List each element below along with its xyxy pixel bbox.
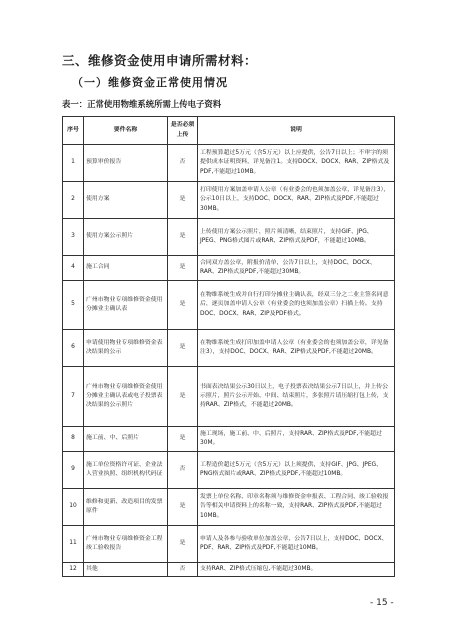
row-name: 其他 <box>84 563 168 577</box>
row-name: 申请使用物业专项维修资金表决结果的公示 <box>84 330 168 367</box>
table-row <box>63 526 395 563</box>
table-row <box>63 563 395 577</box>
row-name: 预算审价报告 <box>84 145 168 182</box>
row-name: 施工前、中、后照片 <box>84 427 168 452</box>
row-desc: 在物维系统生成打印加盖申请人公章（有业委会的也须加盖公章，详见备注3），支持DOC、DOCX、RAR、ZIP格式及PDF,不能超过20MB。 <box>198 330 395 367</box>
table-row <box>63 452 395 489</box>
table-row <box>63 330 395 367</box>
header-no: 序号 <box>63 117 84 145</box>
row-required: 否 <box>168 145 198 182</box>
row-no: 6 <box>63 330 84 367</box>
row-desc: 合同双方盖公章，附报价清单，公告7日以上，支持DOC、DOCX、RAR、ZIP格式及PDF,不能超过30MB。 <box>198 256 395 281</box>
row-name: 广州市物业专项维修资金工程竣工验收报告 <box>84 526 168 563</box>
table-row <box>63 427 395 452</box>
row-name: 使用方案公示照片 <box>84 219 168 256</box>
row-name: 广州市物业专项维修资金使用分摊业主确认表 <box>84 281 168 330</box>
header-required: 是否必须上传 <box>168 117 198 145</box>
row-required: 是 <box>168 219 198 256</box>
table-row <box>63 182 395 219</box>
row-desc: 发票上单位名称、印章名称须与维修资金申报表、工程合同、竣工验收报告等相关申请资料上的名称一致，支持RAR、ZIP格式及PDF,不能超过10MB。 <box>198 489 395 526</box>
row-desc: 工程预算超过5万元（含5万元）以上应提供，公告7日以上；不审字的须提供成本证明资料，详见备注1。支持DOCX、DOCX、RAR、ZIP格式及PDF,不能超过10MB。 <box>198 145 395 182</box>
row-no: 5 <box>63 281 84 330</box>
row-required: 是 <box>168 182 198 219</box>
row-no: 1 <box>63 145 84 182</box>
row-required: 是 <box>168 526 198 563</box>
row-required: 是 <box>168 427 198 452</box>
row-no: 4 <box>63 256 84 281</box>
materials-table <box>62 116 395 577</box>
row-desc: 书面表决结果公示30日以上，电子投票表决结果公示7日以上，并上传公示照片，照片公示开始、中间、结束照片，多张照片请压缩打包上传，支持RAR、ZIP格式，不能超过20MB。 <box>198 367 395 427</box>
row-no: 11 <box>63 526 84 563</box>
table-row <box>63 219 395 256</box>
row-name: 施工单位资格许可证、企业法人营业执照、组织机构代码证 <box>84 452 168 489</box>
table-row <box>63 367 395 427</box>
header-desc: 说明 <box>198 117 395 145</box>
row-no: 2 <box>63 182 84 219</box>
row-required: 是 <box>168 281 198 330</box>
row-no: 7 <box>63 367 84 427</box>
header-name: 要件名称 <box>84 117 168 145</box>
row-required: 是 <box>168 489 198 526</box>
row-desc: 施工现场，施工前、中、后照片，支持RAR、ZIP格式及PDF,不能超过30M。 <box>198 427 395 452</box>
table-row <box>63 145 395 182</box>
row-desc: 支持RAR、ZIP格式压缩包,不能超过30MB。 <box>198 563 395 577</box>
row-name: 广州市物业专项维修资金使用分摊业主确认表或电子投票表决结果的公示照片 <box>84 367 168 427</box>
row-name: 施工合同 <box>84 256 168 281</box>
row-required: 是 <box>168 256 198 281</box>
row-desc: 上传使用方案公示照片，照片须清晰，结束照片，支持GIF、JPG、JPEG、PNG格式图片或RAR、ZIP格式及PDF，不能超过10MB。 <box>198 219 395 256</box>
row-desc: 在物维系统生成并自行打印分摊业主确认表，经双三分之二业主签名同意后，逐页加盖申请人公章（有业委会的也须加盖公章）扫描上传。支持DOC、DOCX、RAR、ZIP及PDF格式。 <box>198 281 395 330</box>
row-no: 9 <box>63 452 84 489</box>
table-row <box>63 489 395 526</box>
row-no: 10 <box>63 489 84 526</box>
row-desc: 申请人及各参与验收单位加盖公章，公告7日以上，支持DOC、DOCX、PDF、RAR、ZIP格式及PDF,不能超过10MB。 <box>198 526 395 563</box>
section-heading: 三、维修资金使用申请所需材料： <box>62 53 258 68</box>
table-caption: 表一：正常使用物维系统所需上传电子资料 <box>62 99 222 109</box>
table-header-row <box>63 117 395 145</box>
row-no: 8 <box>63 427 84 452</box>
subsection-heading: （一）维修资金正常使用情况 <box>72 76 228 89</box>
row-required: 是 <box>168 330 198 367</box>
table-row <box>63 256 395 281</box>
row-desc: 工程造价超过5万元（含5万元）以上须提供，支持GIF、JPG、JPEG、PNG格式图片或RAR、ZIP格式及PDF,不能超过10MB。 <box>198 452 395 489</box>
row-name: 维修和更新、改造项目的发票原件 <box>84 489 168 526</box>
row-desc: 打印使用方案加盖申请人公章（有业委会的也须加盖公章，详见备注3），公示10日以上，支持DOC、DOCX、RAR、ZIP格式及PDF,不能超过30MB。 <box>198 182 395 219</box>
row-name: 使用方案 <box>84 182 168 219</box>
row-required: 是 <box>168 367 198 427</box>
row-required: 否 <box>168 563 198 577</box>
row-required: 否 <box>168 452 198 489</box>
row-no: 12 <box>63 563 84 577</box>
table-row <box>63 281 395 330</box>
page-number: - 15 - <box>370 598 394 608</box>
row-no: 3 <box>63 219 84 256</box>
